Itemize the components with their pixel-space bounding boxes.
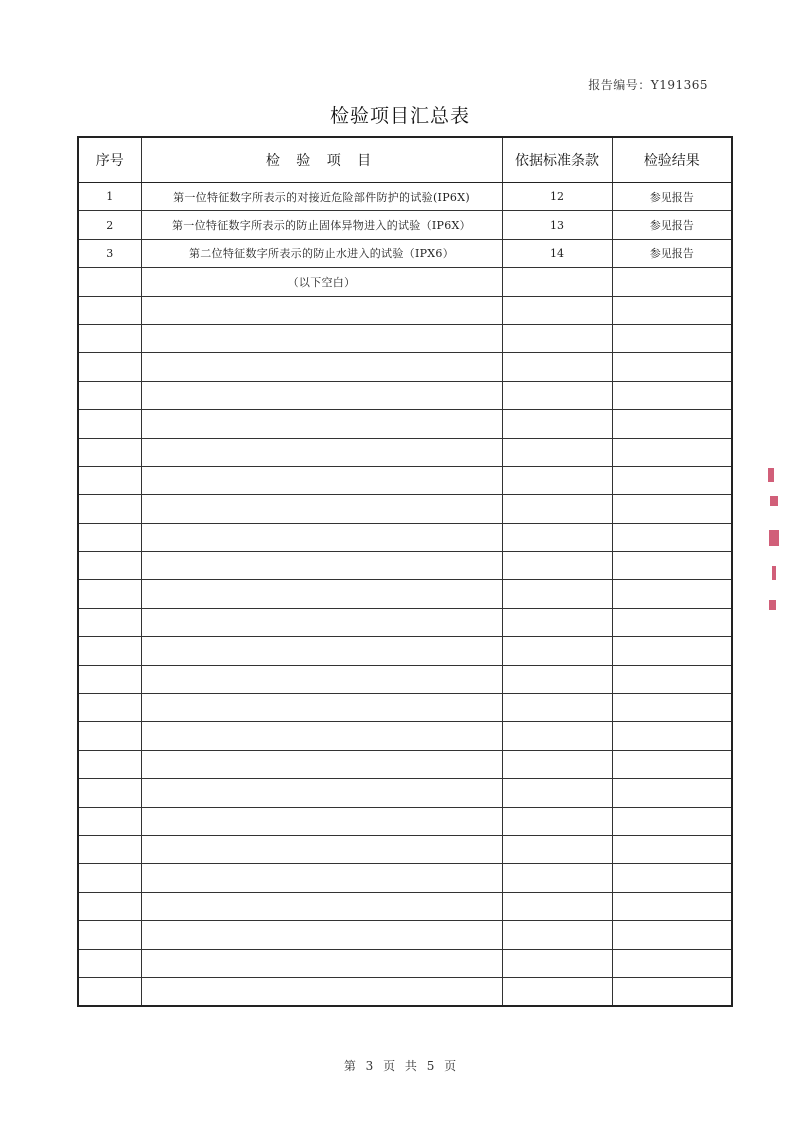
empty-cell	[502, 466, 612, 494]
empty-cell	[612, 381, 732, 409]
empty-cell	[78, 722, 141, 750]
column-header-clause: 依据标准条款	[502, 137, 612, 183]
empty-cell	[502, 552, 612, 580]
table-row-empty	[78, 807, 732, 835]
empty-cell	[78, 324, 141, 352]
table-row-empty	[78, 580, 732, 608]
table-row-empty	[78, 921, 732, 949]
empty-cell	[612, 665, 732, 693]
empty-cell	[502, 324, 612, 352]
empty-cell	[78, 750, 141, 778]
empty-cell	[78, 949, 141, 977]
table-row-empty	[78, 949, 732, 977]
empty-cell	[141, 694, 502, 722]
empty-cell	[141, 438, 502, 466]
empty-cell	[141, 807, 502, 835]
empty-cell	[612, 296, 732, 324]
empty-cell	[141, 665, 502, 693]
table-row-empty	[78, 637, 732, 665]
table-row-empty	[78, 523, 732, 551]
empty-cell	[612, 694, 732, 722]
table-row	[78, 239, 732, 267]
empty-cell	[502, 637, 612, 665]
empty-cell	[78, 353, 141, 381]
row-result: 参见报告	[612, 239, 732, 267]
table-row-empty	[78, 835, 732, 863]
empty-cell	[502, 807, 612, 835]
empty-cell	[612, 495, 732, 523]
empty-cell	[78, 864, 141, 892]
empty-cell	[78, 665, 141, 693]
seal-stamp-fragment	[766, 460, 782, 620]
empty-cell	[502, 921, 612, 949]
empty-cell	[78, 835, 141, 863]
document-title: 检验项目汇总表	[329, 105, 470, 127]
table-row-empty	[78, 410, 732, 438]
table-row-empty	[78, 324, 732, 352]
column-header-number: 序号	[78, 137, 141, 183]
column-header-item: 检 验 项 目	[141, 137, 502, 183]
empty-cell	[141, 523, 502, 551]
table-row-empty	[78, 750, 732, 778]
empty-cell	[502, 779, 612, 807]
empty-cell	[78, 807, 141, 835]
empty-cell	[612, 438, 732, 466]
empty-cell	[502, 523, 612, 551]
empty-cell	[141, 779, 502, 807]
empty-cell	[141, 921, 502, 949]
table-header-row	[78, 137, 732, 183]
empty-cell	[612, 892, 732, 920]
table-row-empty	[78, 892, 732, 920]
empty-cell	[141, 750, 502, 778]
empty-cell	[612, 921, 732, 949]
blank-below-note: （以下空白）	[141, 268, 502, 296]
row-number	[78, 268, 141, 296]
column-header-result: 检验结果	[612, 137, 732, 183]
row-result: 参见报告	[612, 183, 732, 211]
table-row-empty	[78, 864, 732, 892]
table-row-empty	[78, 438, 732, 466]
empty-cell	[612, 977, 732, 1006]
empty-cell	[612, 324, 732, 352]
table-row-empty	[78, 977, 732, 1006]
empty-cell	[502, 495, 612, 523]
table-row-empty	[78, 495, 732, 523]
row-item: 第一位特征数字所表示的对接近危险部件防护的试验(IP6X)	[141, 183, 502, 211]
empty-cell	[78, 438, 141, 466]
table-row	[78, 268, 732, 296]
empty-cell	[612, 523, 732, 551]
empty-cell	[141, 296, 502, 324]
empty-cell	[502, 608, 612, 636]
empty-cell	[612, 353, 732, 381]
empty-cell	[78, 694, 141, 722]
empty-cell	[612, 580, 732, 608]
empty-cell	[612, 552, 732, 580]
empty-cell	[612, 608, 732, 636]
table-row-empty	[78, 296, 732, 324]
empty-cell	[502, 892, 612, 920]
empty-cell	[612, 807, 732, 835]
empty-cell	[502, 694, 612, 722]
row-clause: 12	[502, 183, 612, 211]
row-number: 1	[78, 183, 141, 211]
empty-cell	[141, 864, 502, 892]
table-row-empty	[78, 353, 732, 381]
empty-cell	[141, 835, 502, 863]
table-row-empty	[78, 381, 732, 409]
empty-cell	[141, 495, 502, 523]
table-row-empty	[78, 552, 732, 580]
empty-cell	[78, 921, 141, 949]
page-footer: 第 3 页 共 5 页	[343, 1059, 457, 1073]
empty-cell	[502, 835, 612, 863]
empty-cell	[141, 608, 502, 636]
empty-cell	[141, 552, 502, 580]
empty-cell	[502, 296, 612, 324]
empty-cell	[502, 410, 612, 438]
table-row	[78, 183, 732, 211]
empty-cell	[78, 977, 141, 1006]
empty-cell	[78, 552, 141, 580]
empty-cell	[612, 864, 732, 892]
empty-cell	[141, 977, 502, 1006]
empty-cell	[78, 523, 141, 551]
empty-cell	[78, 296, 141, 324]
empty-cell	[502, 977, 612, 1006]
empty-cell	[78, 495, 141, 523]
row-clause	[502, 268, 612, 296]
empty-cell	[502, 750, 612, 778]
row-clause: 14	[502, 239, 612, 267]
empty-cell	[502, 722, 612, 750]
empty-cell	[141, 466, 502, 494]
table-row-empty	[78, 665, 732, 693]
empty-cell	[141, 324, 502, 352]
empty-cell	[502, 949, 612, 977]
empty-cell	[612, 637, 732, 665]
report-number: 报告编号：Y191365	[588, 78, 708, 92]
empty-cell	[78, 381, 141, 409]
empty-cell	[502, 438, 612, 466]
row-item: 第一位特征数字所表示的防止固体异物进入的试验（IP6X）	[141, 211, 502, 239]
empty-cell	[502, 864, 612, 892]
empty-cell	[78, 410, 141, 438]
table-row	[78, 211, 732, 239]
empty-cell	[141, 722, 502, 750]
empty-cell	[612, 466, 732, 494]
empty-cell	[78, 608, 141, 636]
table-row-empty	[78, 779, 732, 807]
table-row-empty	[78, 608, 732, 636]
empty-cell	[612, 410, 732, 438]
empty-cell	[78, 466, 141, 494]
empty-cell	[141, 892, 502, 920]
empty-cell	[141, 381, 502, 409]
empty-cell	[502, 381, 612, 409]
empty-cell	[502, 353, 612, 381]
table-row-empty	[78, 694, 732, 722]
row-result	[612, 268, 732, 296]
empty-cell	[141, 353, 502, 381]
empty-cell	[78, 580, 141, 608]
row-number: 3	[78, 239, 141, 267]
empty-cell	[502, 580, 612, 608]
empty-cell	[612, 949, 732, 977]
empty-cell	[78, 637, 141, 665]
empty-cell	[502, 665, 612, 693]
empty-cell	[141, 637, 502, 665]
empty-cell	[612, 835, 732, 863]
inspection-summary-table	[77, 136, 733, 1007]
row-result: 参见报告	[612, 211, 732, 239]
empty-cell	[78, 779, 141, 807]
table-row-empty	[78, 722, 732, 750]
empty-cell	[612, 779, 732, 807]
empty-cell	[141, 580, 502, 608]
empty-cell	[78, 892, 141, 920]
row-item: 第二位特征数字所表示的防止水进入的试验（IPX6）	[141, 239, 502, 267]
row-number: 2	[78, 211, 141, 239]
row-clause: 13	[502, 211, 612, 239]
empty-cell	[612, 722, 732, 750]
empty-cell	[612, 750, 732, 778]
empty-cell	[141, 410, 502, 438]
empty-cell	[141, 949, 502, 977]
table-row-empty	[78, 466, 732, 494]
